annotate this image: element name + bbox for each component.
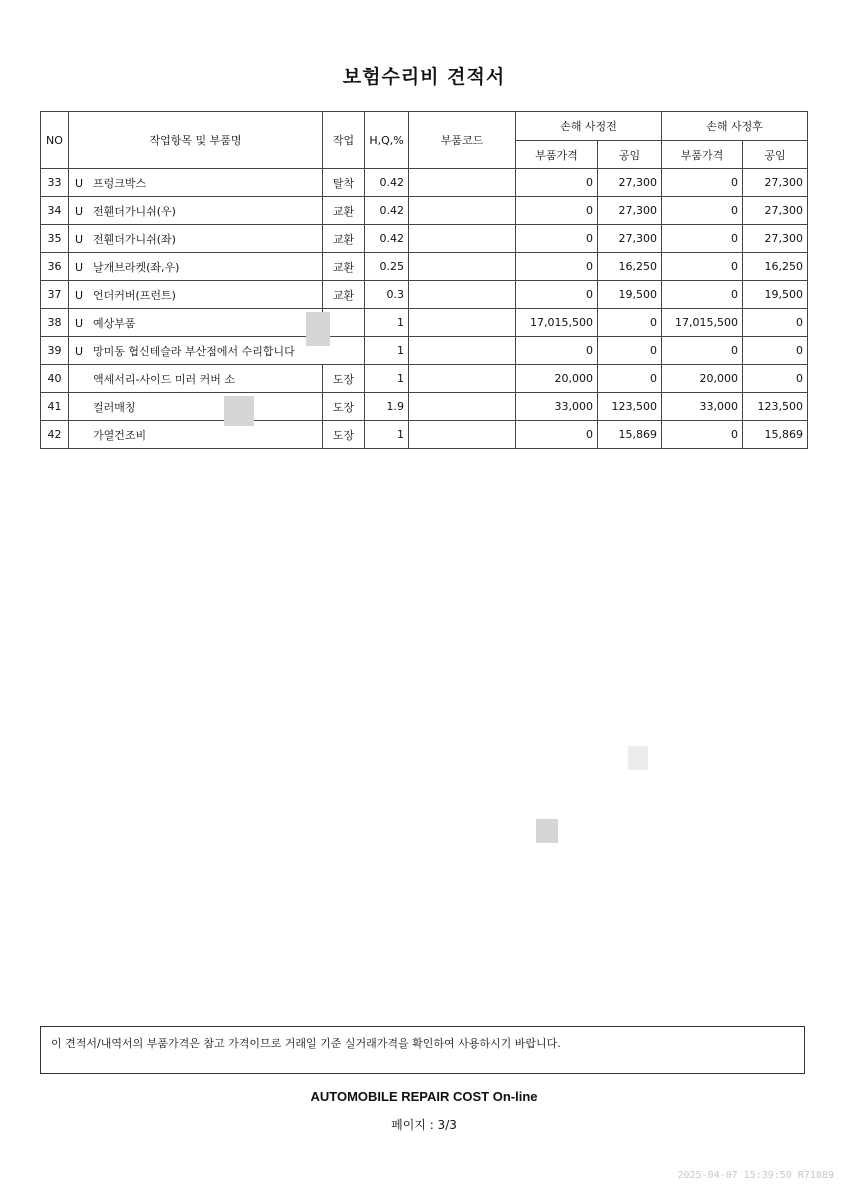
table-row [41,197,808,225]
row-after-labor: 16,250 [743,253,808,281]
row-before-part: 17,015,500 [516,309,598,337]
row-no: 35 [41,225,69,253]
row-after-labor: 0 [743,365,808,393]
row-work: 탈착 [323,169,365,197]
row-before-labor: 16,250 [598,253,662,281]
row-no: 34 [41,197,69,225]
row-item-name: 프렁크박스 [93,176,147,190]
row-after-labor: 27,300 [743,225,808,253]
redaction-mask [536,819,558,843]
row-hq: 0.3 [365,281,409,309]
row-before-part: 0 [516,253,598,281]
row-flag: U [75,344,84,358]
row-no: 37 [41,281,69,309]
row-before-labor: 27,300 [598,225,662,253]
row-after-part: 0 [662,197,743,225]
row-after-part: 0 [662,225,743,253]
header-before-labor: 공임 [598,141,662,169]
row-item [69,169,323,197]
row-no: 42 [41,421,69,449]
header-hq: H,Q,% [365,112,409,169]
row-flag: U [75,176,84,190]
row-item [69,225,323,253]
row-hq: 1 [365,365,409,393]
row-no: 36 [41,253,69,281]
row-item-name: 예상부품 [93,316,136,330]
row-before-labor: 27,300 [598,169,662,197]
row-item-name: 언더커버(프런트) [93,288,176,302]
header-work: 작업 [323,112,365,169]
row-after-part: 33,000 [662,393,743,421]
row-hq: 0.42 [365,169,409,197]
row-item-name: 망미동 협신테슬라 부산점에서 수리합니다 [93,344,295,358]
row-no: 38 [41,309,69,337]
estimate-rows [41,169,808,449]
row-work: 교환 [323,253,365,281]
row-item [69,281,323,309]
table-row [41,309,808,337]
row-before-part: 33,000 [516,393,598,421]
row-after-part: 0 [662,337,743,365]
row-item-name: 가열건조비 [93,428,147,442]
header-after-part-price: 부품가격 [662,141,743,169]
row-item [69,393,323,421]
row-before-labor: 15,869 [598,421,662,449]
row-after-part: 0 [662,253,743,281]
row-work: 도장 [323,393,365,421]
row-after-part: 17,015,500 [662,309,743,337]
row-flag: U [75,316,84,330]
row-work: 교환 [323,281,365,309]
row-hq: 1 [365,421,409,449]
row-item-name: 날개브라켓(좌,우) [93,260,180,274]
row-after-part: 0 [662,281,743,309]
header-before-part-price: 부품가격 [516,141,598,169]
row-work: 교환 [323,225,365,253]
table-row [41,365,808,393]
row-code [409,197,516,225]
row-before-part: 20,000 [516,365,598,393]
row-before-labor: 0 [598,337,662,365]
row-code [409,421,516,449]
brand-footer: AUTOMOBILE REPAIR COST On-line [310,1089,538,1104]
row-flag: U [75,232,84,246]
row-code [409,365,516,393]
row-code [409,169,516,197]
row-item [69,421,323,449]
row-item [69,309,323,337]
row-hq: 1.9 [365,393,409,421]
header-item: 작업항목 및 부품명 [69,112,323,169]
row-before-labor: 19,500 [598,281,662,309]
row-no: 40 [41,365,69,393]
header-no: NO [41,112,69,169]
table-row [41,421,808,449]
header-after-group: 손해 사정후 [662,112,808,141]
row-item [69,197,323,225]
document-title: 보험수리비 견적서 [342,66,506,88]
row-item-name: 전휀더가니쉬(우) [93,204,176,218]
table-row [41,225,808,253]
row-code [409,281,516,309]
row-after-labor: 19,500 [743,281,808,309]
row-before-part: 0 [516,169,598,197]
table-row [41,337,808,365]
row-no: 33 [41,169,69,197]
price-notice: 이 견적서/내역서의 부품가격은 참고 가격이므로 거래일 기준 실거래가격을 확인하여 사용하시기 바랍니다. [40,1026,805,1074]
row-hq: 0.42 [365,197,409,225]
row-code [409,337,516,365]
row-code [409,253,516,281]
row-code [409,393,516,421]
page-number: 페이지 : 3/3 [391,1118,457,1132]
row-item-name: 전휀더가니쉬(좌) [93,232,176,246]
row-after-labor: 27,300 [743,169,808,197]
redaction-mask [628,746,648,770]
row-hq: 1 [365,309,409,337]
row-hq: 1 [365,337,409,365]
row-after-labor: 15,869 [743,421,808,449]
row-before-part: 0 [516,225,598,253]
row-after-labor: 123,500 [743,393,808,421]
row-before-part: 0 [516,337,598,365]
header-after-labor: 공임 [743,141,808,169]
row-before-labor: 123,500 [598,393,662,421]
row-work: 도장 [323,421,365,449]
row-item-name: 컬러매칭 [93,400,136,414]
row-hq: 0.42 [365,225,409,253]
row-work: 교환 [323,197,365,225]
table-row [41,169,808,197]
row-before-part: 0 [516,421,598,449]
row-item-name: 액세서리-사이드 미러 커버 소 [93,372,235,386]
row-before-labor: 27,300 [598,197,662,225]
row-flag: U [75,260,84,274]
row-after-labor: 27,300 [743,197,808,225]
row-before-labor: 0 [598,365,662,393]
row-code [409,309,516,337]
row-after-part: 0 [662,169,743,197]
row-after-part: 20,000 [662,365,743,393]
row-no: 41 [41,393,69,421]
table-row [41,253,808,281]
header-before-group: 손해 사정전 [516,112,662,141]
row-hq: 0.25 [365,253,409,281]
row-before-labor: 0 [598,309,662,337]
row-after-labor: 0 [743,309,808,337]
row-item [69,253,323,281]
estimate-table [40,111,808,449]
redaction-mask [224,396,254,426]
row-code [409,225,516,253]
redaction-mask [306,312,330,346]
row-work: 도장 [323,365,365,393]
row-before-part: 0 [516,197,598,225]
row-after-labor: 0 [743,337,808,365]
row-no: 39 [41,337,69,365]
table-row [41,393,808,421]
row-before-part: 0 [516,281,598,309]
row-item [69,365,323,393]
row-flag: U [75,288,84,302]
header-code: 부품코드 [409,112,516,169]
table-row [41,281,808,309]
row-after-part: 0 [662,421,743,449]
row-flag: U [75,204,84,218]
print-timestamp: 2025-04-07 15:39:50 R71889 [677,1170,834,1181]
